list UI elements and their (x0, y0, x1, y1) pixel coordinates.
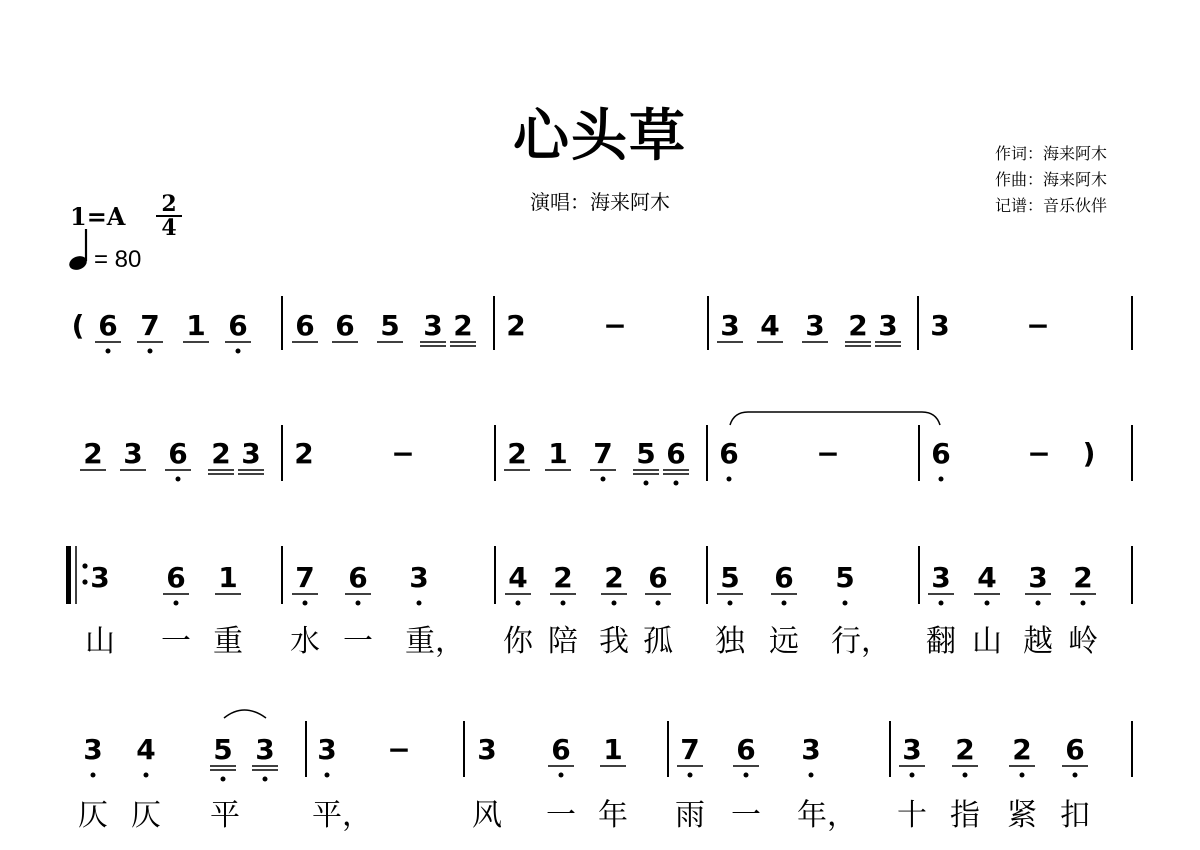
octave-dot (688, 773, 693, 778)
lyric-char: 山 (972, 624, 1002, 659)
octave-dot (612, 601, 617, 606)
lyric-char: 重 (213, 624, 243, 659)
jianpu-note: 6 (551, 733, 571, 766)
jianpu-note: 4 (136, 733, 156, 766)
jianpu-note: 3 (477, 733, 497, 766)
jianpu-note: 4 (977, 561, 997, 594)
jianpu-note: 6 (166, 561, 186, 594)
lyric-char: 水 (290, 624, 320, 659)
lyric-char: 雨 (675, 798, 705, 833)
octave-dot (1073, 773, 1078, 778)
octave-dot (516, 601, 521, 606)
jianpu-note: 2 (1012, 733, 1032, 766)
jianpu-note: 5 (636, 437, 656, 470)
jianpu-note: 2 (955, 733, 975, 766)
lyric-char: 紧 (1007, 798, 1037, 833)
jianpu-note: 6 (931, 437, 951, 470)
jianpu-note: 3 (123, 437, 143, 470)
octave-dot (561, 601, 566, 606)
lyric-char: 孤 (643, 624, 673, 659)
transcriber-credit: 记谱：音乐伙伴 (995, 198, 1108, 215)
jianpu-note: 7 (593, 437, 613, 470)
lyric-char: 年， (797, 798, 857, 833)
jianpu-note: 6 (648, 561, 668, 594)
jianpu-note: 3 (930, 309, 950, 342)
jianpu-note: 2 (507, 437, 527, 470)
jianpu-note: 6 (295, 309, 315, 342)
jianpu-note: 6 (1065, 733, 1085, 766)
octave-dot (91, 773, 96, 778)
octave-dot (910, 773, 915, 778)
jianpu-note: 2 (211, 437, 231, 470)
jianpu-note: 6 (228, 309, 248, 342)
jianpu-note: 5 (720, 561, 740, 594)
octave-dot (106, 349, 111, 354)
jianpu-note: 6 (736, 733, 756, 766)
jianpu-note: 5 (213, 733, 233, 766)
lyric-char: 年 (598, 798, 628, 833)
octave-dot (939, 601, 944, 606)
octave-dot (174, 601, 179, 606)
lyric-char: 一 (546, 798, 576, 833)
jianpu-note: 2 (83, 437, 103, 470)
jianpu-note: 3 (801, 733, 821, 766)
jianpu-note: 3 (83, 733, 103, 766)
jianpu-note: 4 (508, 561, 528, 594)
jianpu-note: 3 (409, 561, 429, 594)
jianpu-note: 6 (666, 437, 686, 470)
lyric-char: 一 (731, 798, 761, 833)
dash-note: − (1027, 437, 1051, 470)
jianpu-note: 3 (902, 733, 922, 766)
octave-dot (963, 773, 968, 778)
lyric-char: 独 (715, 624, 745, 659)
dash-note: − (391, 437, 415, 470)
jianpu-note: 3 (241, 437, 261, 470)
jianpu-note: 5 (380, 309, 400, 342)
lyric-char: 平， (312, 798, 372, 833)
octave-dot (176, 477, 181, 482)
lyricist-credit: 作词：海来阿木 (995, 146, 1108, 163)
jianpu-note: 7 (680, 733, 700, 766)
jianpu-note: 6 (335, 309, 355, 342)
jianpu-note: 2 (848, 309, 868, 342)
octave-dot (1036, 601, 1041, 606)
lyric-char: 远 (769, 624, 799, 659)
octave-dot (236, 349, 241, 354)
octave-dot (809, 773, 814, 778)
repeat-start-sign (66, 546, 88, 604)
jianpu-note: 4 (760, 309, 780, 342)
time-signature-bottom: 4 (161, 215, 177, 241)
jianpu-note: 1 (548, 437, 568, 470)
lyric-char: 山 (85, 624, 115, 659)
octave-dot (744, 773, 749, 778)
barlines (282, 296, 1132, 777)
lyric-char: 你 (503, 624, 533, 659)
octave-dot (356, 601, 361, 606)
octave-dot (144, 773, 149, 778)
jianpu-note: 3 (878, 309, 898, 342)
bracket: ) (1082, 437, 1096, 470)
jianpu-note: 3 (317, 733, 337, 766)
octave-dot (782, 601, 787, 606)
dash-note: − (603, 309, 627, 342)
octave-dot (985, 601, 990, 606)
octave-dot (148, 349, 153, 354)
octave-dot (728, 601, 733, 606)
octave-dot (939, 477, 944, 482)
dash-note: − (816, 437, 840, 470)
lyric-char: 十 (897, 798, 927, 833)
octave-dot (1020, 773, 1025, 778)
jianpu-note: 3 (805, 309, 825, 342)
jianpu-note: 1 (218, 561, 238, 594)
jianpu-note: 7 (295, 561, 315, 594)
lyric-char: 仄 (131, 798, 161, 833)
lyric-char: 扣 (1060, 798, 1090, 833)
tie-curve (730, 412, 940, 425)
lyric-char: 一 (161, 624, 191, 659)
lyric-char: 平 (210, 798, 240, 833)
jianpu-note: 2 (604, 561, 624, 594)
bracket: ( (71, 309, 85, 342)
jianpu-note: 6 (348, 561, 368, 594)
jianpu-note: 3 (1028, 561, 1048, 594)
key-signature: 1=A (70, 202, 126, 231)
octave-dot (221, 777, 226, 782)
lyric-char: 仄 (78, 798, 108, 833)
lyric-char: 翻 (926, 624, 956, 659)
dash-note: − (387, 733, 411, 766)
jianpu-note: 7 (140, 309, 160, 342)
jianpu-note: 3 (255, 733, 275, 766)
octave-dot (417, 601, 422, 606)
jianpu-note: 2 (553, 561, 573, 594)
jianpu-note: 3 (720, 309, 740, 342)
song-title: 心头草 (513, 103, 687, 169)
octave-dot (644, 481, 649, 486)
jianpu-note: 3 (423, 309, 443, 342)
octave-dot (656, 601, 661, 606)
singer-credit: 演唱：海来阿木 (530, 192, 670, 214)
composer-credit: 作曲：海来阿木 (995, 172, 1108, 189)
octave-dot (601, 477, 606, 482)
octave-dot (559, 773, 564, 778)
lyric-char: 行， (831, 624, 891, 659)
jianpu-note: 2 (294, 437, 314, 470)
jianpu-note: 5 (835, 561, 855, 594)
lyric-char: 指 (950, 798, 980, 833)
octave-dot (674, 481, 679, 486)
slur-curve (224, 710, 266, 718)
octave-dot (263, 777, 268, 782)
lyric-char: 越 (1023, 624, 1053, 659)
jianpu-note: 6 (168, 437, 188, 470)
lyric-char: 风 (472, 798, 502, 833)
dash-note: − (1026, 309, 1050, 342)
octave-dot (727, 477, 732, 482)
jianpu-note: 2 (453, 309, 473, 342)
octave-dot (843, 601, 848, 606)
lyric-char: 一 (343, 624, 373, 659)
lyric-char: 岭 (1068, 624, 1098, 659)
jianpu-note: 2 (1073, 561, 1093, 594)
lyric-char: 陪 (548, 624, 578, 659)
lyric-char: 我 (599, 624, 629, 659)
jianpu-note: 1 (186, 309, 206, 342)
jianpu-note: 2 (506, 309, 526, 342)
jianpu-note: 3 (90, 561, 110, 594)
jianpu-note: 6 (774, 561, 794, 594)
tempo-marking: = 80 (94, 246, 142, 273)
jianpu-note: 3 (931, 561, 951, 594)
jianpu-note: 6 (98, 309, 118, 342)
octave-dot (325, 773, 330, 778)
octave-dot (303, 601, 308, 606)
octave-dot (1081, 601, 1086, 606)
lyric-char: 重， (405, 624, 465, 659)
jianpu-note: 1 (603, 733, 623, 766)
jianpu-note: 6 (719, 437, 739, 470)
time-signature-top: 2 (161, 191, 177, 217)
